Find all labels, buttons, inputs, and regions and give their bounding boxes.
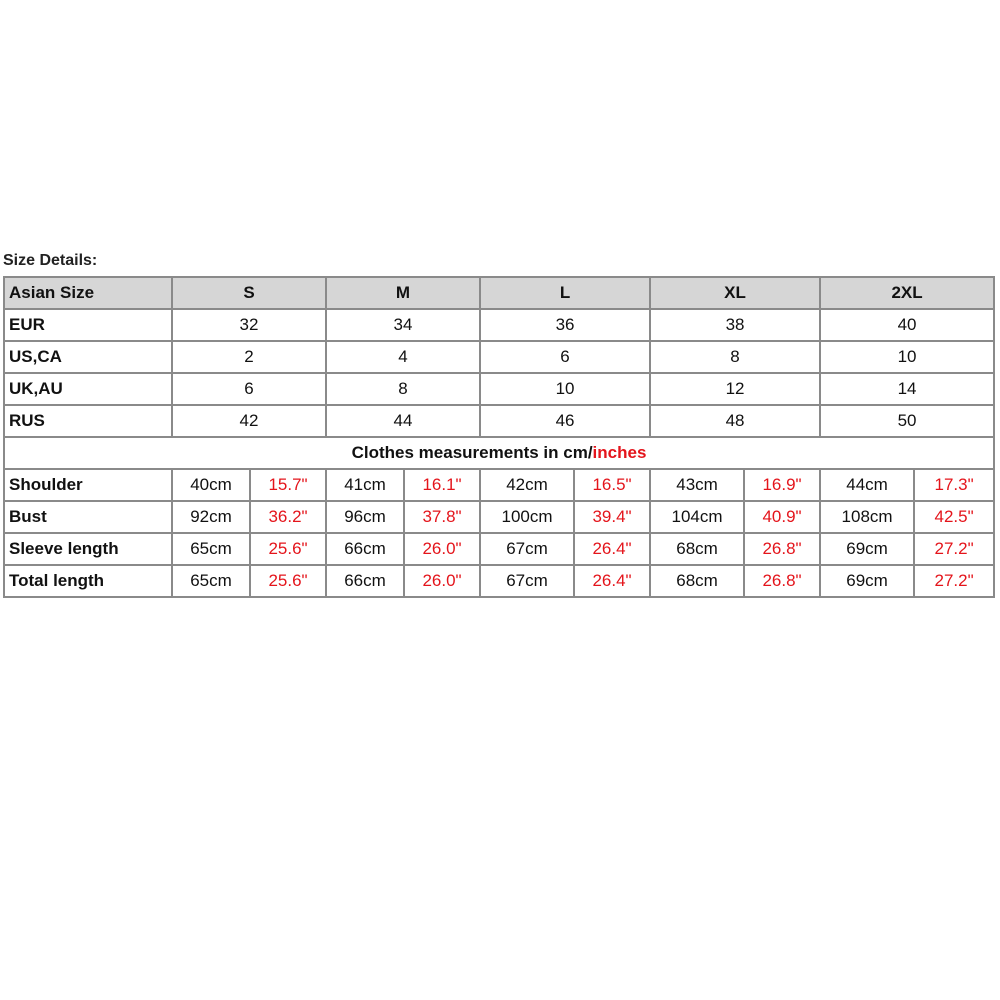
inch-cell: 25.6" [250,565,326,597]
inch-cell: 36.2" [250,501,326,533]
conversion-row-eur [4,309,994,341]
inch-cell: 26.8" [744,565,820,597]
measurement-row-shoulder [4,469,994,501]
size-header-l: L [480,277,650,309]
cm-cell: 65cm [172,565,250,597]
table-cell: 32 [172,309,326,341]
size-header-m: M [326,277,480,309]
size-details-caption: Size Details: [3,252,98,269]
table-cell: 46 [480,405,650,437]
cm-cell: 66cm [326,565,404,597]
inch-cell: 16.1" [404,469,480,501]
cm-cell: 43cm [650,469,744,501]
inch-cell: 42.5" [914,501,994,533]
size-header-2xl: 2XL [820,277,994,309]
table-cell: 48 [650,405,820,437]
measurements-section-row [4,437,994,469]
measurement-row-sleeve-length [4,533,994,565]
table-cell: 10 [820,341,994,373]
conversion-row-us-ca [4,341,994,373]
cm-cell: 108cm [820,501,914,533]
table-cell: 50 [820,405,994,437]
inch-cell: 16.5" [574,469,650,501]
cm-cell: 68cm [650,565,744,597]
inch-cell: 26.4" [574,533,650,565]
measurements-section-title [4,437,994,469]
table-cell: 4 [326,341,480,373]
row-label: Total length [4,565,172,597]
section-inches: inches [592,443,647,462]
header-row [4,277,994,309]
section-prefix: Clothes measurements in cm/ [351,443,593,462]
inch-cell: 25.6" [250,533,326,565]
cm-cell: 69cm [820,565,914,597]
cm-cell: 68cm [650,533,744,565]
table-cell: 38 [650,309,820,341]
table-cell: 42 [172,405,326,437]
table-cell: 34 [326,309,480,341]
inch-cell: 40.9" [744,501,820,533]
inch-cell: 26.0" [404,565,480,597]
table-cell: 12 [650,373,820,405]
table-cell: 6 [172,373,326,405]
table-cell: 6 [480,341,650,373]
table-cell: 2 [172,341,326,373]
measurement-row-bust [4,501,994,533]
size-chart-body [4,277,994,597]
size-header-xl: XL [650,277,820,309]
inch-cell: 26.4" [574,565,650,597]
measurement-row-total-length [4,565,994,597]
cm-cell: 104cm [650,501,744,533]
inch-cell: 26.0" [404,533,480,565]
row-label: Sleeve length [4,533,172,565]
conversion-row-uk-au [4,373,994,405]
cm-cell: 44cm [820,469,914,501]
cm-cell: 40cm [172,469,250,501]
cm-cell: 92cm [172,501,250,533]
inch-cell: 27.2" [914,533,994,565]
inch-cell: 15.7" [250,469,326,501]
row-label: RUS [4,405,172,437]
inch-cell: 17.3" [914,469,994,501]
table-cell: 44 [326,405,480,437]
header-label: Asian Size [4,277,172,309]
cm-cell: 100cm [480,501,574,533]
table-cell: 8 [326,373,480,405]
table-cell: 14 [820,373,994,405]
row-label: Bust [4,501,172,533]
inch-cell: 27.2" [914,565,994,597]
size-chart-table [3,276,995,598]
row-label: US,CA [4,341,172,373]
table-cell: 10 [480,373,650,405]
row-label: UK,AU [4,373,172,405]
cm-cell: 66cm [326,533,404,565]
inch-cell: 39.4" [574,501,650,533]
cm-cell: 65cm [172,533,250,565]
table-cell: 8 [650,341,820,373]
cm-cell: 42cm [480,469,574,501]
row-label: EUR [4,309,172,341]
cm-cell: 41cm [326,469,404,501]
conversion-row-rus [4,405,994,437]
cm-cell: 69cm [820,533,914,565]
inch-cell: 37.8" [404,501,480,533]
table-cell: 36 [480,309,650,341]
size-header-s: S [172,277,326,309]
table-cell: 40 [820,309,994,341]
inch-cell: 16.9" [744,469,820,501]
row-label: Shoulder [4,469,172,501]
cm-cell: 67cm [480,533,574,565]
cm-cell: 96cm [326,501,404,533]
cm-cell: 67cm [480,565,574,597]
inch-cell: 26.8" [744,533,820,565]
